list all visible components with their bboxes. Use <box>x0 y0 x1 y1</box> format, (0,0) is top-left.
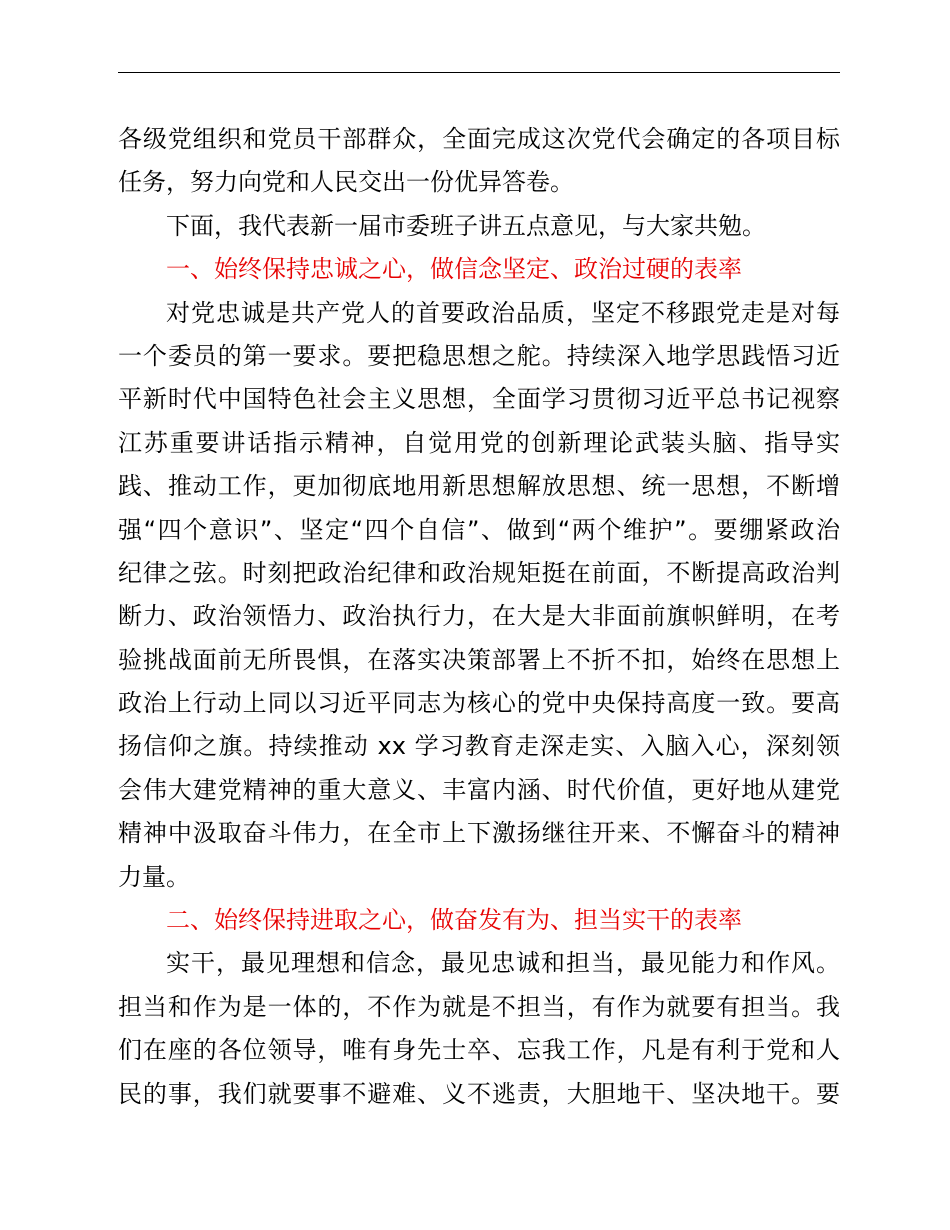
paragraph-start-line: 实干，最见理想和信念，最见忠诚和担当，最见能力和作风。 <box>166 949 840 978</box>
section-heading-2: 二、始终保持进取之心，做奋发有为、担当实干的表率 <box>166 906 742 935</box>
document-body <box>118 118 840 1116</box>
text-line: 扬信仰之旗。持续推动 xx 学习教育走深走实、入脑入心，深刻领 <box>118 732 840 761</box>
header-rule <box>118 72 840 73</box>
text-line: 强“四个意识”、坚定“四个自信”、做到“两个维护”。要绷紧政治 <box>118 515 840 544</box>
text-line: 力量。 <box>118 862 190 891</box>
text-line: 们在座的各位领导，唯有身先士卒、忘我工作，凡是有利于党和人 <box>118 1036 840 1065</box>
paragraph-start-line: 对党忠诚是共产党人的首要政治品质，坚定不移跟党走是对每 <box>166 298 840 327</box>
text-line: 政治上行动上同以习近平同志为核心的党中央保持高度一致。要高 <box>118 689 840 718</box>
text-line: 断力、政治领悟力、政治执行力，在大是大非面前旗帜鲜明，在考 <box>118 602 840 631</box>
text-line: 民的事，我们就要事不避难、义不逃责，大胆地干、坚决地干。要 <box>118 1079 840 1108</box>
text-line: 任务，努力向党和人民交出一份优异答卷。 <box>118 168 574 197</box>
text-line: 践、推动工作，更加彻底地用新思想解放思想、统一思想，不断增 <box>118 472 840 501</box>
text-line: 江苏重要讲话指示精神，自觉用党的创新理论武装头脑、指导实 <box>118 428 840 457</box>
text-line: 一个委员的第一要求。要把稳思想之舵。持续深入地学思践悟习近 <box>118 341 840 370</box>
paragraph-start-line: 下面，我代表新一届市委班子讲五点意见，与大家共勉。 <box>166 211 766 240</box>
text-line: 纪律之弦。时刻把政治纪律和政治规矩挺在前面，不断提高政治判 <box>118 558 840 587</box>
text-line: 平新时代中国特色社会主义思想，全面学习贯彻习近平总书记视察 <box>118 385 840 414</box>
text-line: 精神中汲取奋斗伟力，在全市上下激扬继往开来、不懈奋斗的精神 <box>118 819 840 848</box>
text-line: 各级党组织和党员干部群众，全面完成这次党代会确定的各项目标 <box>118 125 840 153</box>
text-line: 验挑战面前无所畏惧，在落实决策部署上不折不扣，始终在思想上 <box>118 645 840 674</box>
section-heading-1: 一、始终保持忠诚之心，做信念坚定、政治过硬的表率 <box>166 255 742 284</box>
text-line: 会伟大建党精神的重大意义、丰富内涵、时代价值，更好地从建党 <box>118 775 840 804</box>
text-line: 担当和作为是一体的，不作为就是不担当，有作为就要有担当。我 <box>118 992 840 1021</box>
